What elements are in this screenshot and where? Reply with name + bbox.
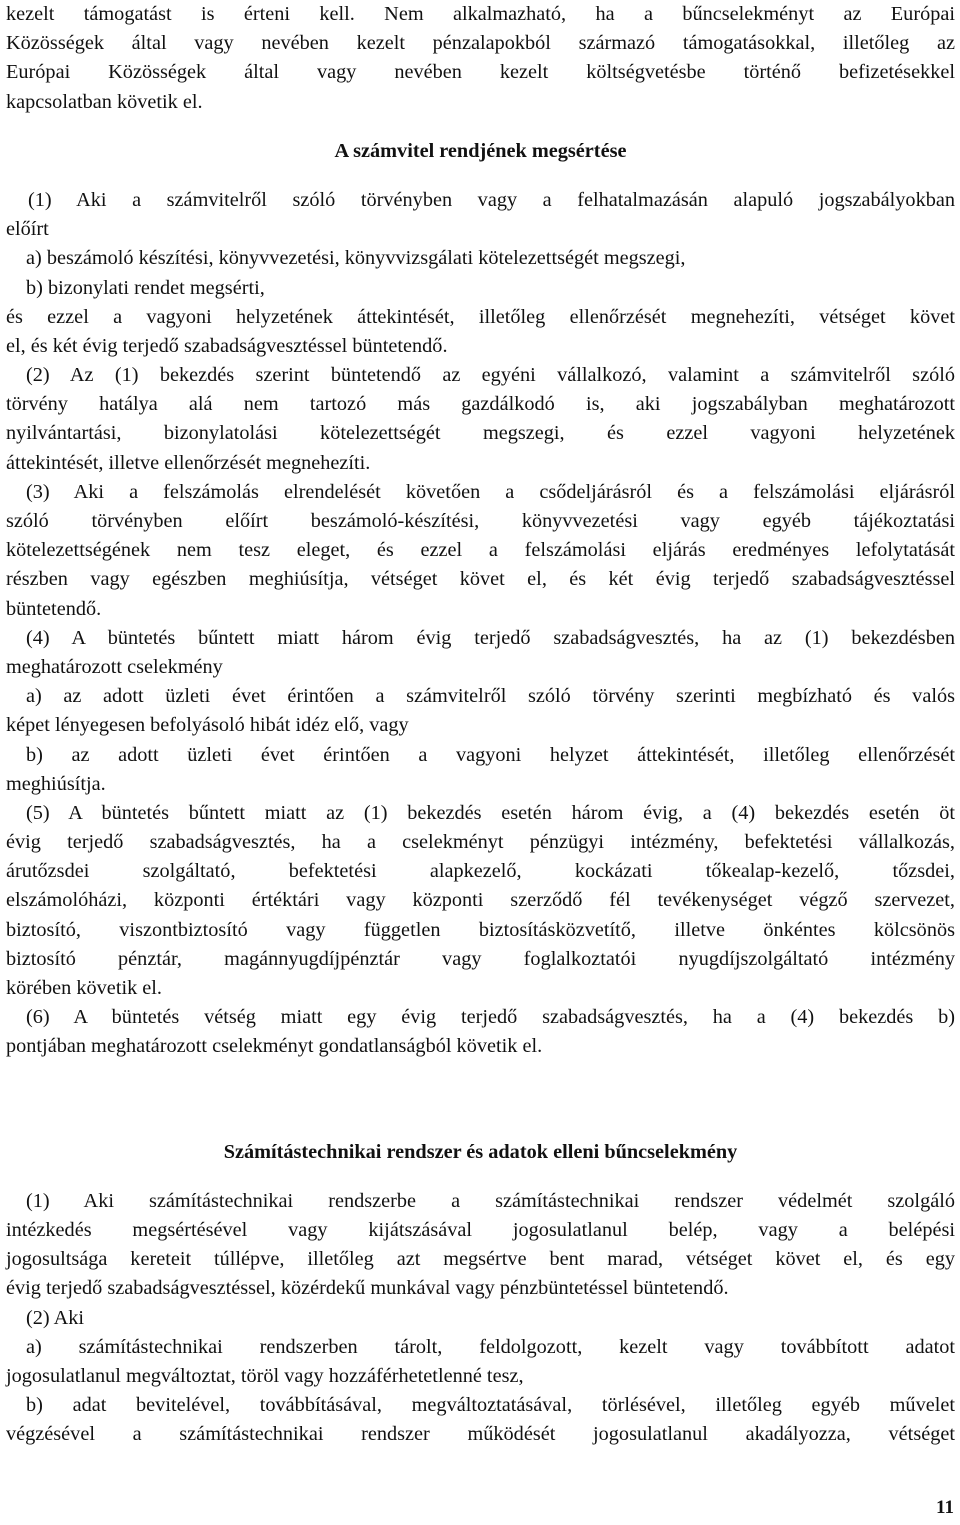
text-line: előírt — [6, 218, 49, 241]
text-line: áttekintését, illetve ellenőrzését megnehezíti. — [6, 451, 371, 474]
text-line: részben vagy egészben meghiúsítja, vétséget követ el, és két évig terjedő szabadságvesztéssel — [6, 568, 955, 591]
text-line: elszámolóházi, központi értéktári vagy központi szerződő fél tevékenységet végző szervezet, — [6, 889, 955, 912]
text-line: (6) A büntetés vétség miatt egy évig terjedő szabadságvesztés, ha a (4) bekezdés b) — [26, 1006, 955, 1029]
text-line: évig terjedő szabadságvesztéssel, közérdekű munkával vagy pénzbüntetéssel büntetendő. — [6, 1277, 729, 1300]
text-line: évig terjedő szabadságvesztés, ha a cselekményt pénzügyi intézmény, befektetési vállalkozás, — [6, 831, 955, 854]
text-line: jogosulatlanul megváltoztat, töröl vagy hozzáférhetetlenné tesz, — [6, 1364, 524, 1387]
intro-paragraph — [6, 0, 955, 117]
text-line: Közösségek által vagy nevében kezelt pénzalapokból származó támogatásokkal, illetőleg az — [6, 32, 955, 55]
text-line: (5) A büntetés bűntett miatt az (1) bekezdés esetén három évig, a (4) bekezdés esetén öt — [26, 801, 955, 824]
text-line: el, és két évig terjedő szabadságvesztéssel büntetendő. — [6, 334, 448, 357]
text-line: b) az adott üzleti évet érintően a vagyoni helyzet áttekintését, illetőleg ellenőrzését — [26, 743, 955, 766]
text-line: (2) Aki — [26, 1306, 85, 1329]
text-line: kezelt támogatást is érteni kell. Nem alkalmazható, ha a bűncselekményt az Európai — [6, 3, 955, 25]
text-line: (2) Az (1) bekezdés szerint büntetendő az egyéni vállalkozó, valamint a számvitelről szóló — [26, 364, 955, 387]
page-number: 11 — [936, 1497, 954, 1518]
text-line: kapcsolatban követik el. — [6, 90, 203, 113]
text-line: pontjában meghatározott cselekményt gondatlanságból követik el. — [6, 1035, 543, 1058]
text-line: (1) Aki számítástechnikai rendszerbe a számítástechnikai rendszer védelmét szolgáló — [26, 1189, 955, 1212]
text-line: képet lényegesen befolyásoló hibát idéz elő, vagy — [6, 714, 409, 737]
text-line: b) bizonylati rendet megsérti, — [26, 276, 265, 299]
text-line: és ezzel a vagyoni helyzetének áttekintését, illetőleg ellenőrzését megnehezíti, vétséget követ — [6, 305, 955, 328]
text-line: törvény hatálya alá nem tartozó más gazdálkodó is, aki jogszabályban meghatározott — [6, 393, 955, 416]
text-line: meghiúsítja. — [6, 772, 106, 795]
text-line: (4) A büntetés bűntett miatt három évig terjedő szabadságvesztés, ha az (1) bekezdésben — [26, 626, 955, 649]
text-line: körében követik el. — [6, 977, 163, 999]
text-line: biztosító pénztár, magánnyugdíjpénztár vagy foglalkoztatói nyugdíjszolgáltató intézmény — [6, 947, 955, 970]
text-line: végzésével a számítástechnikai rendszer működését jogosulatlanul akadályozza, vétséget — [6, 1423, 955, 1446]
document-page — [6, 0, 955, 1449]
section-heading: A számvitel rendjének megsértése — [334, 139, 627, 162]
text-line: intézkedés megsértésével vagy kijátszásával jogosulatlanul belép, vagy a belépési — [6, 1218, 955, 1241]
text-line: Európai Közösségek által vagy nevében kezelt költségvetésbe történő befizetésekkel — [6, 61, 955, 84]
text-line: jogosultsága kereteit túllépve, illetőleg azt megsértve bent marad, vétséget követ el, és egy — [6, 1248, 955, 1271]
section-body — [6, 186, 955, 1062]
text-line: a) az adott üzleti évet érintően a számvitelről szóló törvény szerinti megbízható és valós — [26, 685, 955, 708]
text-line: kötelezettségének nem tesz eleget, és ezzel a felszámolási eljárás eredményes lefolytatását — [6, 539, 955, 562]
text-line: a) beszámoló készítési, könyvvezetési, könyvvizsgálati kötelezettségét megszegi, — [26, 247, 686, 270]
section-body — [6, 1187, 955, 1450]
text-line: biztosító, viszontbiztosító vagy független biztosításközvetítő, illetve önkéntes kölcsönös — [6, 918, 955, 941]
text-line: (1) Aki a számvitelről szóló törvényben vagy a felhatalmazásán alapuló jogszabályokban — [28, 188, 955, 211]
text-line: nyilvántartási, bizonylatolási kötelezettségét megszegi, és ezzel vagyoni helyzetének — [6, 422, 955, 445]
text-line: büntetendő. — [6, 597, 102, 620]
text-line: b) adat bevitelével, továbbításával, megváltoztatásával, törlésével, illetőleg egyéb művelet — [26, 1394, 955, 1417]
text-line: árutőzsdei szolgáltató, befektetési alapkezelő, kockázati tőkealap-kezelő, tőzsdei, — [6, 860, 955, 883]
text-line: meghatározott cselekmény — [6, 655, 223, 678]
text-line: a) számítástechnikai rendszerben tárolt, feldolgozott, kezelt vagy továbbított adatot — [26, 1335, 955, 1358]
text-line: szóló törvényben előírt beszámoló-készítési, könyvvezetési vagy egyéb tájékoztatási — [6, 510, 955, 532]
text-line: (3) Aki a felszámolás elrendelését követően a csődeljárásról és a felszámolási eljárásról — [26, 480, 955, 503]
section-heading: Számítástechnikai rendszer és adatok elleni bűncselekmény — [223, 1140, 738, 1163]
